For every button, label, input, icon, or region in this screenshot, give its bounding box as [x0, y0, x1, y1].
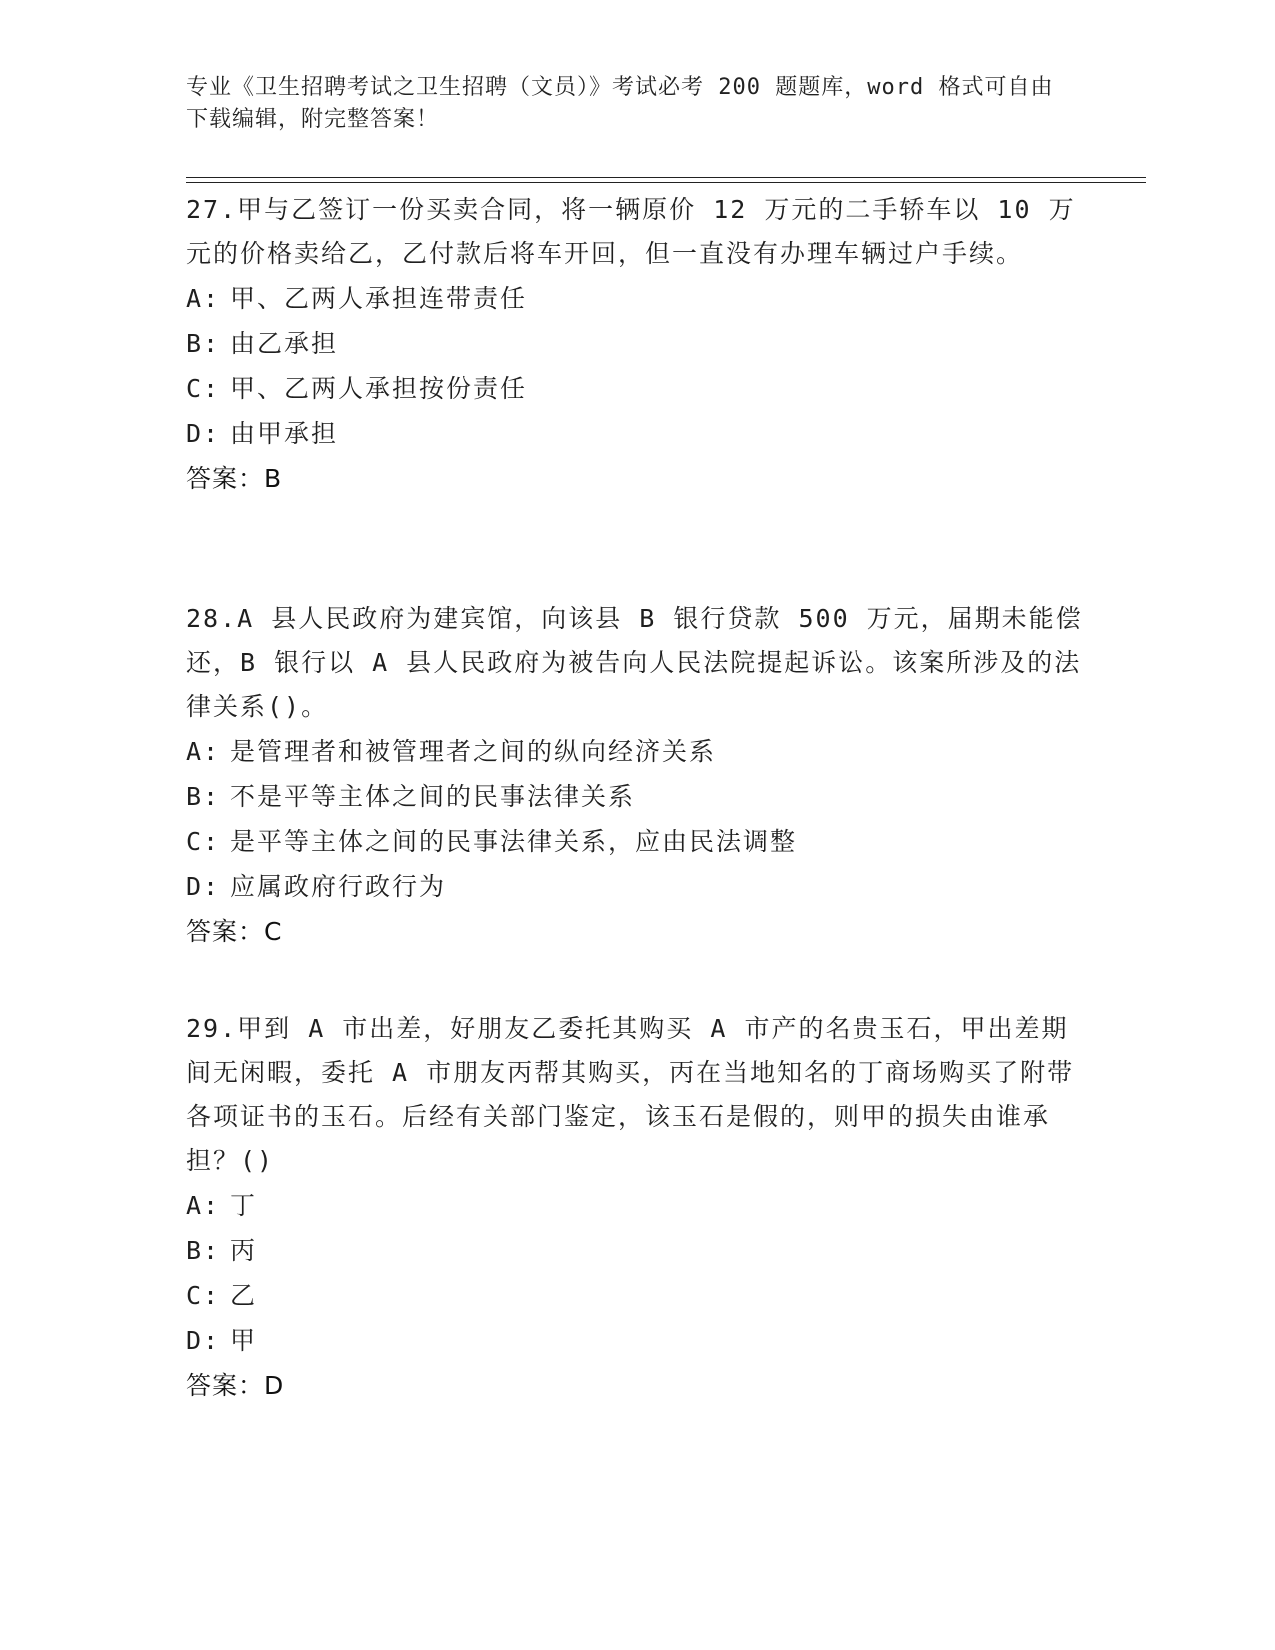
option-text: 应属政府行政行为 [230, 872, 447, 901]
option-list [186, 276, 1086, 456]
option-d [186, 864, 1086, 909]
option-key: D: [186, 872, 221, 901]
question-27 [186, 188, 1086, 502]
question-stem: 29.甲到 A 市出差，好朋友乙委托其购买 A 市产的名贵玉石，甲出差期间无闲暇，委托 A 市朋友丙帮其购买，丙在当地知名的丁商场购买了附带各项证书的玉石。后经有关部门鉴定，该玉石是假的，则甲的损失由谁承担？() [186, 1014, 1075, 1175]
option-key: B: [186, 782, 221, 811]
option-list [186, 1183, 1086, 1363]
question-28 [186, 597, 1086, 955]
option-b [186, 1228, 1086, 1273]
header-divider-bottom [186, 182, 1146, 183]
question-29 [186, 1007, 1086, 1409]
option-key: C: [186, 1281, 221, 1310]
option-key: D: [186, 419, 221, 448]
option-key: A: [186, 284, 221, 313]
option-text: 不是平等主体之间的民事法律关系 [230, 782, 636, 811]
option-d [186, 411, 1086, 456]
option-c [186, 819, 1086, 864]
option-text: 乙 [230, 1281, 258, 1310]
option-key: A: [186, 1191, 221, 1220]
question-stem: 27.甲与乙签订一份买卖合同，将一辆原价 12 万元的二手轿车以 10 万元的价格卖给乙，乙付款后将车开回，但一直没有办理车辆过户手续。 [186, 195, 1076, 268]
document-header: 专业《卫生招聘考试之卫生招聘（文员）》考试必考 200 题题库，word 格式可自由下载编辑，附完整答案！ [186, 75, 1054, 132]
option-list [186, 729, 1086, 909]
option-key: B: [186, 329, 221, 358]
option-d [186, 1318, 1086, 1363]
option-text: 甲、乙两人承担连带责任 [230, 284, 528, 313]
option-text: 丁 [230, 1191, 258, 1220]
option-key: C: [186, 374, 221, 403]
option-text: 甲、乙两人承担按份责任 [230, 374, 528, 403]
option-c [186, 366, 1086, 411]
option-b [186, 321, 1086, 366]
option-a [186, 1183, 1086, 1228]
answer-line: 答案：D [186, 1371, 285, 1400]
option-text: 由乙承担 [230, 329, 339, 358]
option-text: 丙 [230, 1236, 258, 1265]
option-key: C: [186, 827, 221, 856]
option-text: 甲 [230, 1326, 258, 1355]
option-c [186, 1273, 1086, 1318]
option-text: 是平等主体之间的民事法律关系，应由民法调整 [230, 827, 798, 856]
option-a [186, 729, 1086, 774]
answer-line: 答案：B [186, 464, 283, 493]
question-stem: 28.A 县人民政府为建宾馆，向该县 B 银行贷款 500 万元，届期未能偿还，B 银行以 A 县人民政府为被告向人民法院提起诉讼。该案所涉及的法律关系()。 [186, 604, 1083, 721]
answer-line: 答案：C [186, 917, 283, 946]
header-divider-top [186, 177, 1146, 178]
option-key: D: [186, 1326, 221, 1355]
option-text: 由甲承担 [230, 419, 339, 448]
option-key: A: [186, 737, 221, 766]
option-b [186, 774, 1086, 819]
option-a [186, 276, 1086, 321]
option-text: 是管理者和被管理者之间的纵向经济关系 [230, 737, 717, 766]
option-key: B: [186, 1236, 221, 1265]
